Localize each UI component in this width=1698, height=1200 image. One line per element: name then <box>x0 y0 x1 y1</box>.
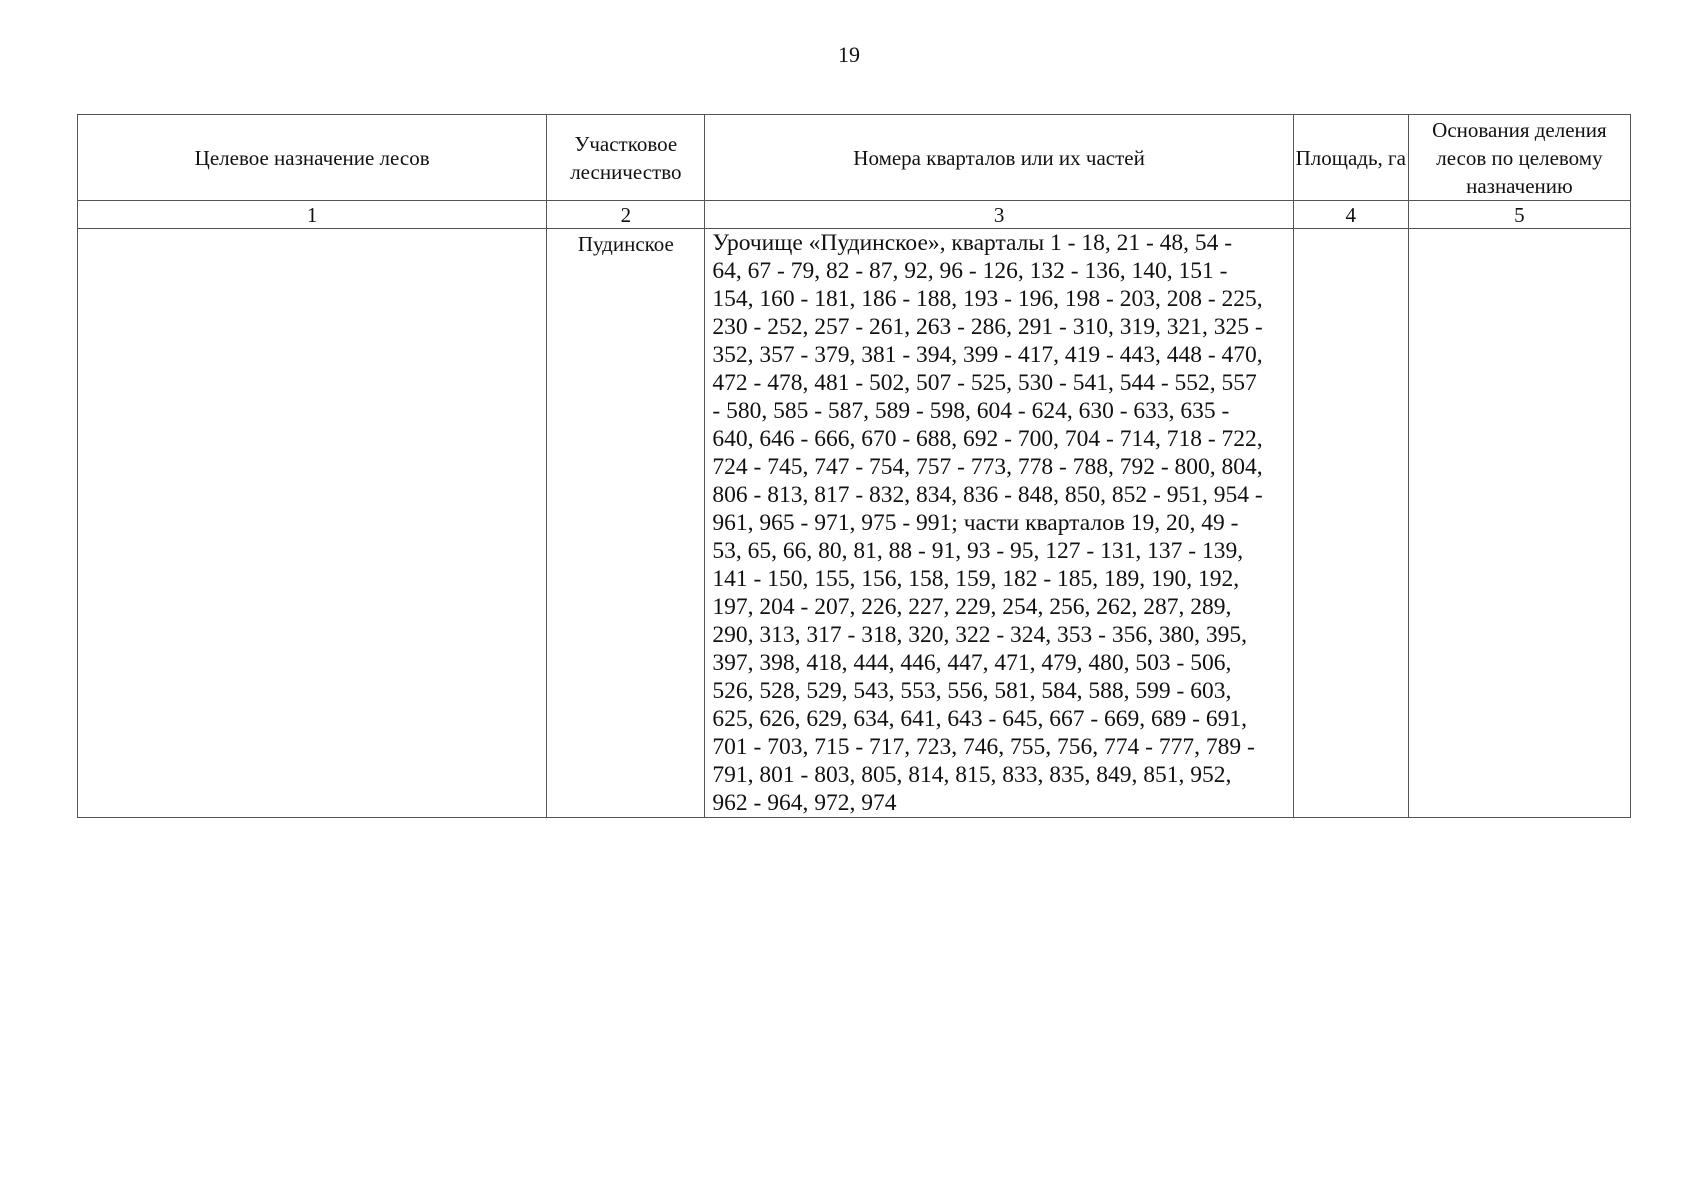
header-forestry: Участковое лесничество <box>547 115 705 201</box>
table-row <box>78 229 1631 818</box>
column-number: 4 <box>1293 201 1408 229</box>
cell-quarters: Урочище «Пудинское», кварталы 1 - 18, 21 - 48, 54 - 64, 67 - 79, 82 - 87, 92, 96 - 126, 132 - 136, 140, 151 - 154, 160 - 181, 186 - 188, 193 - 196, 198 - 203, 208 - 225, 230 - 252, 257 - 261, 263 - 286, 291 - 310, 319, 321, 325 - 352, 357 - 379, 381 - 394, 399 - 417, 419 - 443, 448 - 470, 472 - 478, 481 - 502, 507 - 525, 530 - 541, 544 - 552, 557 - 580, 585 - 587, 589 - 598, 604 - 624, 630 - 633, 635 - 640, 646 - 666, 670 - 688, 692 - 700, 704 - 714, 718 - 722, 724 - 745, 747 - 754, 757 - 773, 778 - 788, 792 - 800, 804, 806 - 813, 817 - 832, 834, 836 - 848, 850, 852 - 951, 954 - 961, 965 - 971, 975 - 991; части кварталов 19, 20, 49 - 53, 65, 66, 80, 81, 88 - 91, 93 - 95, 127 - 131, 137 - 139, 141 - 150, 155, 156, 158, 159, 182 - 185, 189, 190, 192, 197, 204 - 207, 226, 227, 229, 254, 256, 262, 287, 289, 290, 313, 317 - 318, 320, 322 - 324, 353 - 356, 380, 395, 397, 398, 418, 444, 446, 447, 471, 479, 480, 503 - 506, 526, 528, 529, 543, 553, 556, 581, 584, 588, 599 - 603, 625, 626, 629, 634, 641, 643 - 645, 667 - 669, 689 - 691, 701 - 703, 715 - 717, 723, 746, 755, 756, 774 - 777, 789 - 791, 801 - 803, 805, 814, 815, 833, 835, 849, 851, 952, 962 - 964, 972, 974 <box>705 229 1293 818</box>
cell-purpose <box>78 229 547 818</box>
column-number-row <box>78 201 1631 229</box>
column-number: 5 <box>1408 201 1630 229</box>
header-quarters: Номера кварталов или их частей <box>705 115 1293 201</box>
column-number: 2 <box>547 201 705 229</box>
header-basis: Основания деления лесов по целевому назначению <box>1408 115 1630 201</box>
page-number: 19 <box>838 42 860 67</box>
table-header-row <box>78 115 1631 201</box>
cell-area <box>1293 229 1408 818</box>
cell-basis <box>1408 229 1630 818</box>
header-area: Площадь, га <box>1293 115 1408 201</box>
cell-forestry: Пудинское <box>547 229 705 818</box>
column-number: 1 <box>78 201 547 229</box>
header-purpose: Целевое назначение лесов <box>78 115 547 201</box>
forest-purpose-table <box>77 114 1631 818</box>
column-number: 3 <box>705 201 1293 229</box>
